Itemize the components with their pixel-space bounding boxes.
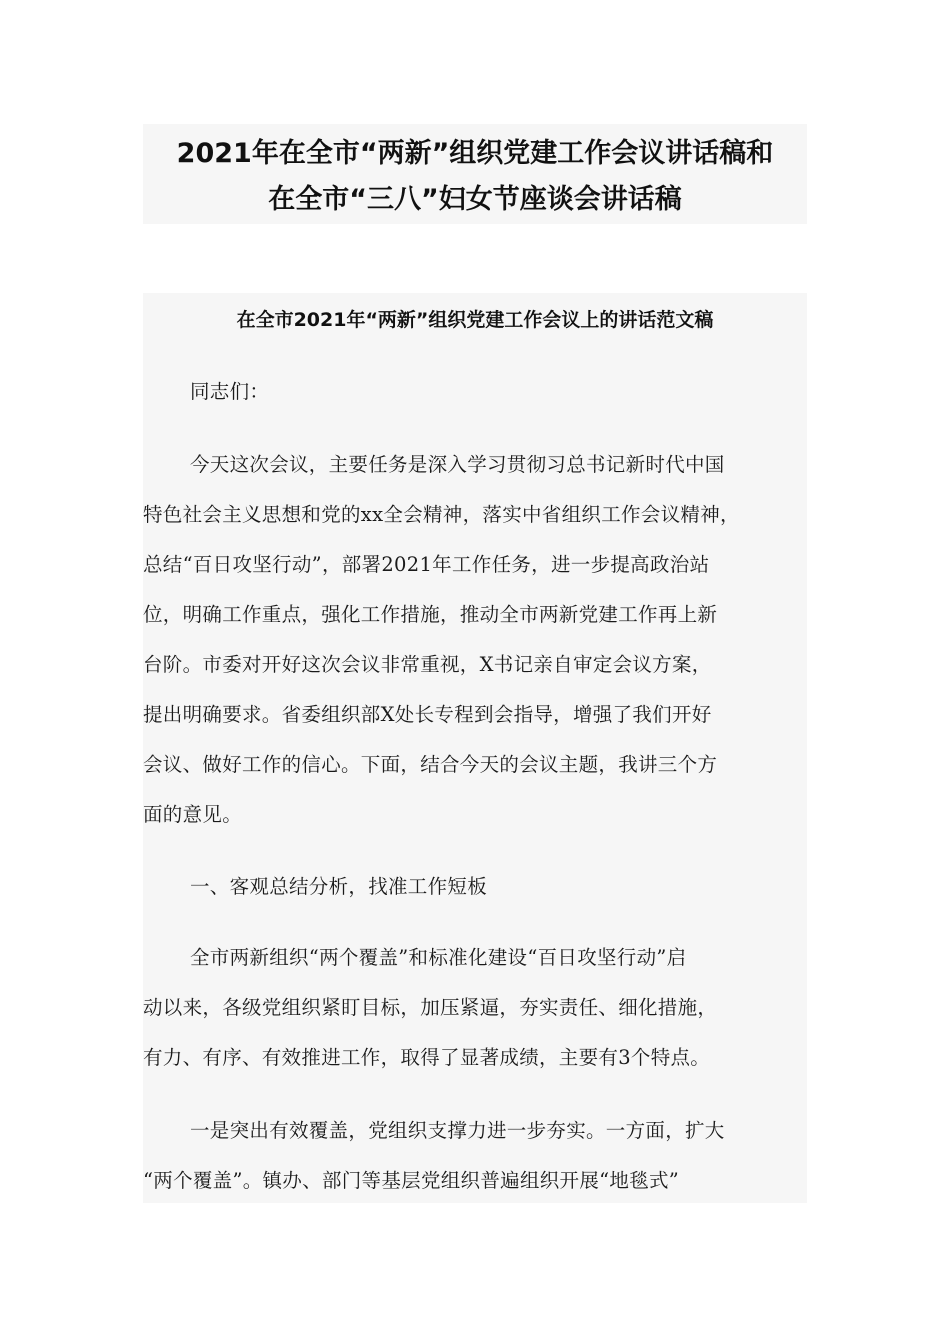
paragraph-line: 会议、做好工作的信心。下面，结合今天的会议主题，我讲三个方 xyxy=(143,753,718,776)
document-body xyxy=(143,293,807,1203)
paragraph-line: 有力、有序、有效推进工作，取得了显著成绩，主要有3个特点。 xyxy=(143,1046,711,1069)
document-title-line-2: 在全市“三八”妇女节座谈会讲话稿 xyxy=(268,184,682,215)
paragraph-line: 位，明确工作重点，强化工作措施，推动全市两新党建工作再上新 xyxy=(143,603,718,626)
paragraph-line: 特色社会主义思想和党的xx全会精神，落实中省组织工作会议精神， xyxy=(143,503,740,526)
salutation: 同志们： xyxy=(190,380,270,403)
paragraph-line: 面的意见。 xyxy=(143,803,243,826)
document-title-block xyxy=(143,124,807,224)
section-heading: 一、客观总结分析，找准工作短板 xyxy=(190,875,488,898)
speech-subtitle: 在全市2021年“两新”组织党建工作会议上的讲话范文稿 xyxy=(236,309,714,331)
paragraph-line: 一是突出有效覆盖，党组织支撑力进一步夯实。一方面，扩大 xyxy=(190,1119,725,1142)
paragraph-line: “两个覆盖”。镇办、部门等基层党组织普遍组织开展“地毯式” xyxy=(143,1169,680,1192)
paragraph-line: 提出明确要求。省委组织部X处长专程到会指导，增强了我们开好 xyxy=(143,703,712,726)
paragraph-line: 动以来，各级党组织紧盯目标，加压紧逼，夯实责任、细化措施， xyxy=(143,996,718,1019)
paragraph-line: 今天这次会议，主要任务是深入学习贯彻习总书记新时代中国 xyxy=(190,453,725,476)
document-title-line-1: 2021年在全市“两新”组织党建工作会议讲话稿和 xyxy=(176,138,774,169)
paragraph-line: 总结“百日攻坚行动”，部署2021年工作任务，进一步提高政治站 xyxy=(143,553,710,576)
paragraph-line: 全市两新组织“两个覆盖”和标准化建设“百日攻坚行动”启 xyxy=(190,946,687,969)
paragraph-line: 台阶。市委对开好这次会议非常重视，X书记亲自审定会议方案， xyxy=(143,653,712,676)
